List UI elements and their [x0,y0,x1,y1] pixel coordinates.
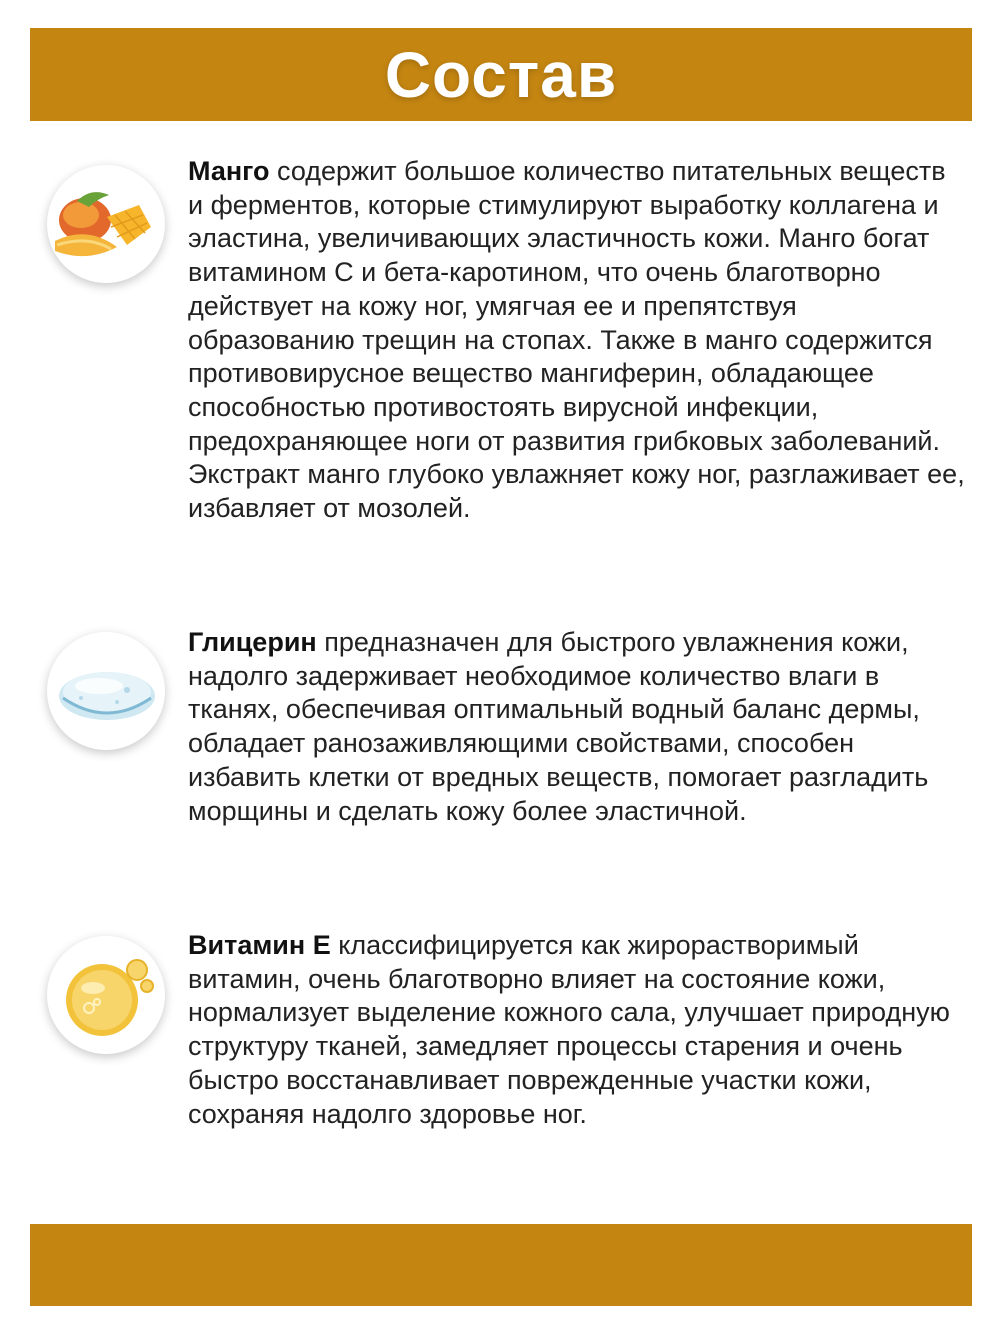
footer-bar [30,1224,972,1306]
ingredient-description: классифицируется как жирорастворимый витамин, очень благотворно влияет на состояние кожи, нормализует выделение кожного сала, улучшает природную структуру тканей, замедляет процессы старения и очень быстро восстанавливает поврежденные участки кожи, сохраняя надолго здоровье ног. [188,930,950,1129]
ingredient-name: Глицерин [188,627,317,657]
ingredient-description: содержит большое количество питательных веществ и ферментов, которые стимулируют выработку коллагена и эластина, увеличивающих эластичность кожи. Манго богат витамином С и бета-каротином, что очень благотворно действует на кожу ног, умягчая ее и препятствуя образованию трещин на стопах. Также в манго содержится противовирусное вещество мангиферин, обладающее способностью противостоять вирусной инфекции, предохраняющее ноги от развития грибковых заболеваний. Экстракт манго глубоко увлажняет кожу ног, разглаживает ее, избавляет от мозолей. [188,156,965,524]
mango-icon [47,165,165,283]
oil-drop-icon [47,936,165,1054]
ingredient-description: предназначен для быстрого увлажнения кожи, надолго задерживает необходимое количество влаги в тканях, обеспечивая оптимальный водный баланс дермы, обладает ранозаживляющими свойствами, способен избавить клетки от вредных веществ, помогает разгладить морщины и сделать кожу более эластичной. [188,627,929,826]
gel-drop-icon [47,632,165,750]
ingredient-text [188,155,968,526]
page-title: Состав [384,38,618,111]
ingredient-text [188,626,968,828]
ingredient-name: Витамин Е [188,930,331,960]
ingredient-text [188,929,968,1131]
header-bar [30,28,972,121]
ingredient-name: Манго [188,156,270,186]
